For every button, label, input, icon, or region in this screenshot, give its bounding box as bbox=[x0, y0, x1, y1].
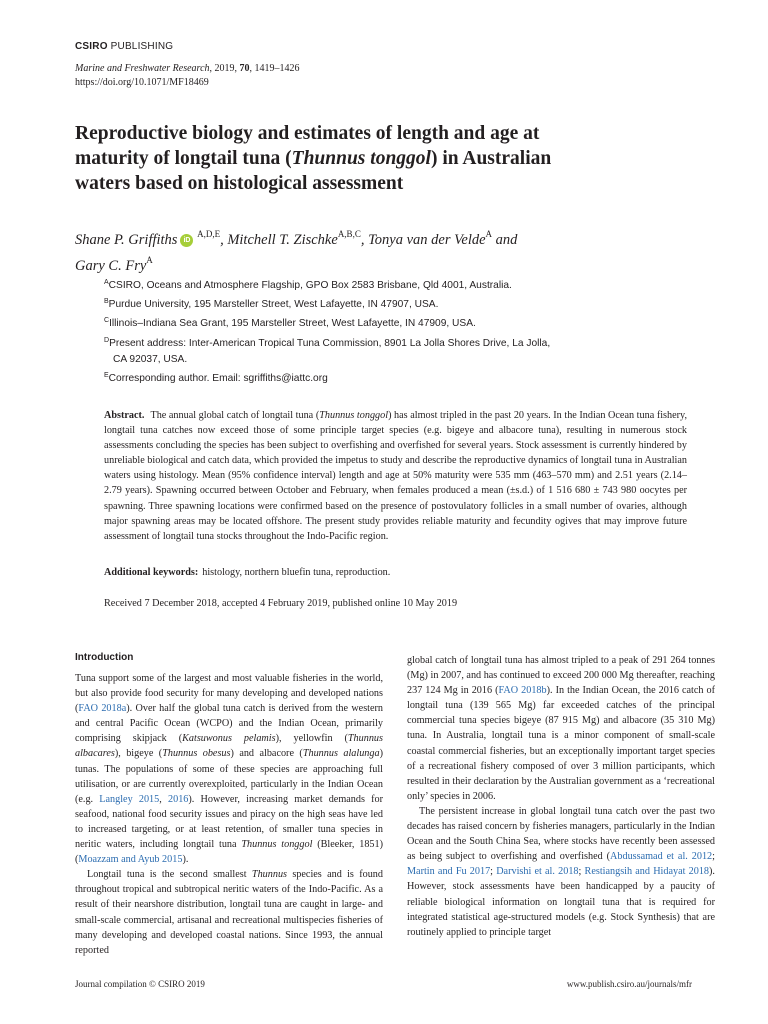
p1-s7: , bbox=[159, 793, 168, 805]
orcid-icon[interactable]: iD bbox=[180, 234, 193, 247]
ref-link[interactable]: FAO 2018a bbox=[78, 703, 127, 715]
column-right bbox=[407, 653, 715, 940]
affiliation-b bbox=[104, 294, 624, 313]
p1-i4: Thunnus alalunga bbox=[302, 748, 380, 760]
p2-s1: Longtail tuna is the second smallest bbox=[87, 869, 252, 881]
p1-s3: ), yellowfin ( bbox=[275, 733, 348, 745]
abstract-text-1: The annual global catch of longtail tuna ( bbox=[150, 410, 320, 421]
publisher-rest: PUBLISHING bbox=[107, 41, 174, 52]
ref-link[interactable]: Darvishi et al. 2018 bbox=[496, 866, 579, 878]
citation bbox=[75, 62, 300, 90]
citation-year: , 2019, bbox=[209, 63, 240, 74]
author-4-affil: A bbox=[146, 255, 153, 265]
column-left bbox=[75, 651, 383, 958]
affiliation-e bbox=[104, 368, 624, 387]
p2-i1: Thunnus bbox=[251, 869, 288, 881]
affil-e-sup: E bbox=[104, 372, 109, 380]
paper-title bbox=[75, 121, 595, 196]
ref-link[interactable]: Langley 2015 bbox=[99, 793, 160, 805]
p1-s8: ). However, increasing market demands for seafood, national food security issues and piracy on the high seas have led to increased targeting, or at least retention, of smaller tuna species in neritic waters, including longtail tuna bbox=[75, 793, 383, 851]
keywords bbox=[104, 567, 687, 578]
author-4[interactable]: Gary C. Fry bbox=[75, 258, 147, 274]
ref-link[interactable]: Restiangsih and Hidayat 2018 bbox=[584, 866, 710, 878]
affil-c-text: Illinois–Indiana Sea Grant, 195 Marsteller Street, West Lafayette, IN 47909, USA. bbox=[109, 318, 476, 330]
p1-s5: ) and albacore ( bbox=[230, 748, 303, 760]
author-1-affil: A,D,E bbox=[197, 229, 221, 239]
abstract-species: Thunnus tonggol bbox=[319, 410, 389, 421]
affil-a-text: CSIRO, Oceans and Atmosphere Flagship, GPO Box 2583 Brisbane, Qld 4001, Australia. bbox=[108, 280, 512, 291]
keywords-text: histology, northern bluefin tuna, reproduction. bbox=[202, 567, 391, 578]
p1-s9: (Bleeker, 1851) ( bbox=[75, 839, 383, 866]
p4-s3: ; bbox=[490, 866, 497, 878]
keywords-label: Additional keywords: bbox=[104, 567, 199, 578]
author-3[interactable]: , Tonya van der Velde bbox=[360, 232, 486, 248]
affil-d-sup: D bbox=[104, 336, 110, 344]
affiliation-a bbox=[104, 275, 624, 294]
author-and: and bbox=[492, 232, 518, 248]
abstract bbox=[104, 408, 687, 544]
doi-link[interactable]: https://doi.org/10.1071/MF18469 bbox=[75, 77, 209, 88]
title-species: Thunnus tonggol bbox=[291, 148, 431, 169]
author-1[interactable]: Shane P. Griffiths bbox=[75, 232, 178, 248]
publisher-logo bbox=[75, 41, 173, 52]
volume: 70 bbox=[239, 63, 250, 74]
affil-b-sup: B bbox=[104, 298, 109, 306]
p1-s2: ). Over half the global tuna catch is derived from the western and central Pacific Ocean (WCPO) and the Indian Ocean, primarily comprising skipjack ( bbox=[75, 703, 383, 745]
ref-link[interactable]: 2016 bbox=[168, 793, 189, 805]
abstract-label: Abstract. bbox=[104, 410, 145, 421]
paragraph-2 bbox=[75, 867, 383, 958]
p2-s2: species and is found throughout tropical and subtropical neritic waters of the Indo-Pacific. As a result of their nearshore distribution, longtail tuna are caught in large- and small-scale commercial, artisanal and recreational multispecies fisheries of many developing and developed coastal nations. Since 1993, the annual reported bbox=[75, 869, 383, 956]
p3-s1: global catch of longtail tuna has almost tripled to a peak of 291 264 tonnes (Mg) in 2007, and has continued to exceed 200 000 Mg thereafter, reaching 237 124 Mg in 2016 ( bbox=[407, 655, 715, 697]
p4-s5: ). However, stock assessments have been handicapped by a paucity of reliable biological information on longtail tuna that is required for integrated statistical age-structured models (e.g. Stock Synthesis) that are routinely applied to principle target bbox=[407, 866, 715, 938]
p1-i1: Katsuwonus pelamis bbox=[182, 733, 276, 745]
footer-copyright: Journal compilation © CSIRO 2019 bbox=[75, 979, 205, 989]
paragraph-3 bbox=[407, 653, 715, 804]
affiliation-c bbox=[104, 313, 624, 332]
author-list bbox=[75, 224, 635, 276]
journal-name: Marine and Freshwater Research bbox=[75, 63, 210, 74]
p4-s4: ; bbox=[578, 866, 585, 878]
publisher-bold: CSIRO bbox=[75, 41, 108, 52]
p3-s2: ). In the Indian Ocean, the 2016 catch of longtail tuna (139 565 Mg) far exceeded catches of the principal commercial tuna species bigeye (87 915 Mg) and albacore (35 310 Mg) tuna. In Australia, longtail tuna is a minor component of small-scale coastal commercial fisheries, but an exceptionally important target species of a recreational fishery composed of over 3 million participants, which resulted in their declaration by the Australian government as a ‘recreational only’ species in 2006. bbox=[407, 685, 715, 802]
affil-a-sup: A bbox=[104, 279, 109, 286]
footer-url[interactable]: www.publish.csiro.au/journals/mfr bbox=[566, 979, 692, 989]
paragraph-4 bbox=[407, 804, 715, 940]
affiliations bbox=[104, 275, 624, 387]
p1-s10: ). bbox=[182, 854, 189, 866]
p1-i2: Thunnus albacares bbox=[75, 733, 383, 760]
author-2-affil: A,B,C bbox=[337, 229, 361, 239]
author-3-affil: A bbox=[485, 229, 493, 239]
p1-i5: Thunnus tonggol bbox=[241, 839, 313, 851]
ref-link[interactable]: Martin and Fu 2017 bbox=[407, 866, 491, 878]
received-dates: Received 7 December 2018, accepted 4 February 2019, published online 10 May 2019 bbox=[104, 598, 458, 609]
affil-d-text: Present address: Inter-American Tropical Tuna Commission, 8901 La Jolla Shores Drive, La Jolla, bbox=[109, 337, 551, 349]
p1-s1: Tuna support some of the largest and most valuable fisheries in the world, but also provide food security for many developing and developed nations ( bbox=[75, 673, 383, 715]
paragraph-1 bbox=[75, 671, 383, 867]
p4-s2: ; bbox=[712, 851, 715, 863]
p1-s4: ), bigeye ( bbox=[114, 748, 163, 760]
affiliation-d bbox=[104, 333, 624, 352]
affil-b-text: Purdue University, 195 Marsteller Street, West Lafayette, IN 47907, USA. bbox=[108, 299, 439, 311]
ref-link[interactable]: FAO 2018b bbox=[498, 685, 547, 697]
affil-e-text[interactable]: Corresponding author. Email: sgriffiths@iattc.org bbox=[108, 373, 328, 385]
p4-s1: The persistent increase in global longtail tuna catch over the past two decades has raised concern by fisheries managers, particularly in the Indian Ocean and the South China Sea, where stocks have recently been assessed as being subject to overfishing and overfished ( bbox=[407, 805, 715, 863]
title-part2: ) in Australian waters based on histological assessment bbox=[75, 148, 552, 194]
affil-c-sup: C bbox=[104, 317, 110, 325]
p1-i3: Thunnus obesus bbox=[162, 748, 231, 760]
abstract-text-2: ) has almost tripled in the past 20 years. In the Indian Ocean tuna fishery, longtail tuna catches now exceed those of some principle target species (e.g. bigeye and albacore tuna), resulting in numerous stock assessments concluding the species has been subject to overfishing and overfished for several years. Stock assessment is currently hindered by unreliable biological and catch data, which provided the impetus to study and describe the reproductive dynamics of longtail tuna in Australian waters using histology. Mean (95% confidence interval) length and age at 50% maturity were 535 mm (463–570 mm) and 2.51 years (2.14–2.79 years). Spawning occurred between October and February, when females produced a mean (±s.d.) of 1 516 680 ± 743 980 oocytes per spawning. Three spawning locations were confirmed based on the presence of postovulatory follicles in a small number of ovaries, although major spawning areas may be located offshore. The present study provides reliable maturity and fecundity ogives that may improve future assessment of longtail tuna stocks throughout the Indo-Pacific region. bbox=[104, 410, 687, 542]
ref-link[interactable]: Abdussamad et al. 2012 bbox=[610, 851, 713, 863]
section-heading-introduction: Introduction bbox=[75, 652, 134, 663]
ref-link[interactable]: Moazzam and Ayub 2015 bbox=[78, 854, 183, 866]
pages: , 1419–1426 bbox=[249, 63, 300, 74]
author-2[interactable]: , Mitchell T. Zischke bbox=[220, 232, 338, 248]
p1-s6: ) tunas. The populations of some of these species are approaching full utilisation, or are currently overexploited, particularly in the Indian Ocean (e.g. bbox=[75, 748, 383, 805]
title-part1: Reproductive biology and estimates of length and age at maturity of longtail tuna ( bbox=[75, 123, 540, 169]
affiliation-d-cont: CA 92037, USA. bbox=[113, 353, 188, 365]
